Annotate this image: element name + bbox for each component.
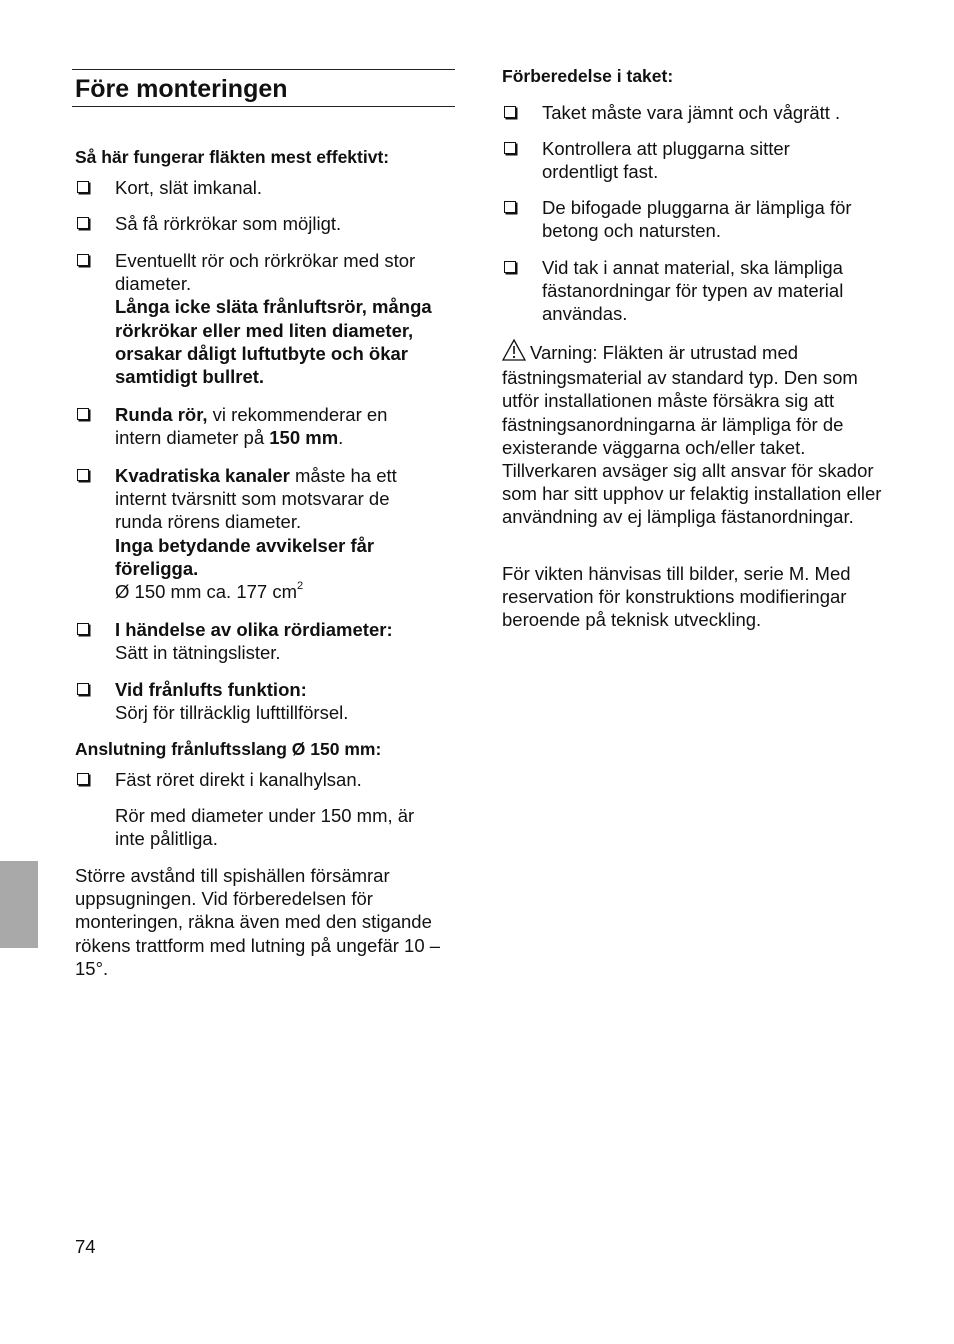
checkbox-icon [77, 181, 89, 193]
list-item-text: Vid tak i annat material, ska lämpliga fästanordningar för typen av material användas. [542, 257, 844, 325]
section-heading: Så här fungerar fläkten mest effektivt: [75, 147, 390, 167]
paragraph: Större avstånd till spishällen försämrar uppsugningen. Vid förberedelsen för monteringen, räkna även med den stigande rökens trattform med lutning på ungefär 10 – 15°. [75, 865, 441, 979]
list-item-text: I händelse av olika rördiameter: Sätt in tätningslister. [115, 619, 393, 664]
checkbox-icon [77, 623, 89, 635]
paragraph: För vikten hänvisas till bilder, serie M. Med reservation för konstruktions modifieringar beroende på teknisk utveckling. [502, 563, 851, 631]
title-block [72, 69, 455, 107]
list-item-text: Fäst röret direkt i kanalhylsan. [115, 769, 362, 790]
list-item-text: Runda rör, vi rekommenderar en intern diameter på 150 mm. [115, 404, 388, 449]
list-item-text: Eventuellt rör och rörkrökar med stor diameter. Långa icke släta frånluftsrör, många rörkrökar eller med liten diameter, orsakar dåligt luftutbyte och ökar samtidigt bullret. [115, 250, 432, 388]
checkbox-icon [77, 254, 89, 266]
side-tab-marker [0, 861, 38, 948]
list-item-text: Kort, slät imkanal. [115, 177, 263, 198]
checkbox-icon [504, 106, 516, 118]
page-title: Före monteringen [75, 75, 288, 103]
checkbox-icon [77, 773, 89, 785]
list-item-text: Så få rörkrökar som möjligt. [115, 213, 342, 234]
checkbox-icon [77, 683, 89, 695]
checkbox-icon [77, 408, 89, 420]
list-item-text: Taket måste vara jämnt och vågrätt . [542, 102, 841, 123]
page-number: 74 [75, 1236, 96, 1257]
list-item-text: Vid frånlufts funktion: Sörj för tillräcklig lufttillförsel. [115, 679, 349, 724]
warning-triangle-icon [502, 339, 526, 366]
section-heading: Anslutning frånluftsslang Ø 150 mm: [75, 739, 382, 759]
checkbox-icon [77, 469, 89, 481]
list-item-text: Kontrollera att pluggarna sitter ordentligt fast. [542, 138, 790, 183]
section-heading: Förberedelse i taket: [502, 66, 674, 86]
checkbox-icon [504, 142, 516, 154]
list-item-text: Kvadratiska kanaler måste ha ett internt tvärsnitt som motsvarar de runda rörens diameter. Inga betydande avvikelser får föreligga. Ø 150 mm ca. 177 $cm^2$ [115, 465, 397, 603]
checkbox-icon [504, 261, 516, 273]
checkbox-icon [504, 201, 516, 213]
warning-paragraph: Varning: Fläkten är utrustad med fästningsmaterial av standard typ. Den som utför installationen måste försäkra sig att fästningsanordningarna är lämpliga för de existerande väggarna och/eller taket. Tillverkaren avsäger sig allt ansvar för skador som har sitt upphov ur felaktig installation eller användning av ej lämpliga fästanordningar. [502, 339, 887, 529]
list-item-text: De bifogade pluggarna är lämpliga för betong och natursten. [542, 197, 852, 242]
checkbox-icon [77, 217, 89, 229]
